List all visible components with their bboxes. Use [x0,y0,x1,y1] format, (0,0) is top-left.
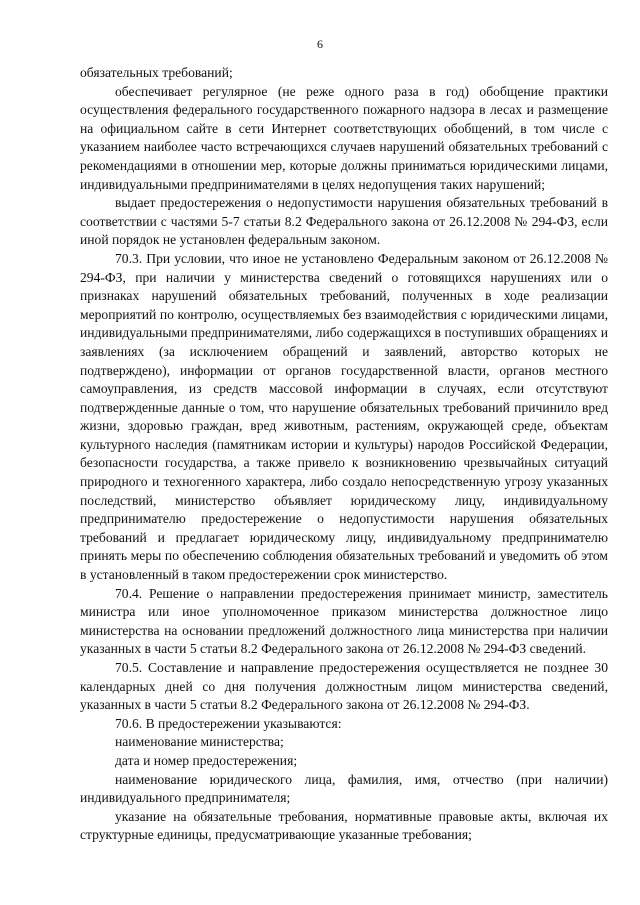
paragraph-warnings-issuance: выдает предостережения о недопустимости нарушения обязательных требований в соответствии с частями 5-7 статьи 8.2 Федерального закона от 26.12.2008 № 294-ФЗ, если иной порядок не установлен федеральным законом. [80,195,608,248]
paragraph-70-6: 70.6. В предостережении указываются: [115,715,342,731]
paragraph-practice-generalization: обеспечивает регулярное (не реже одного раза в год) обобщение практики осуществления федерального государственного пожарного надзора в лесах и размещение на официальном сайте в сети Интернет соответствующих обобщений, в том числе с указанием наиболее часто встречающихся случаев нарушений обязательных требований с рекомендациями в отношении мер, которые должны приниматься юридическими лицами, индивидуальными предпринимателями в целях недопущения таких нарушений; [80,83,608,192]
document-body [80,64,608,845]
paragraph-continuation: обязательных требований; [80,65,233,80]
list-item-mandatory-requirements: указание на обязательные требования, нормативные правовые акты, включая их структурные единицы, предусматривающие указанные требования; [80,808,608,843]
list-item-date-number: дата и номер предостережения; [115,752,298,768]
paragraph-70-5: 70.5. Составление и направление предостережения осуществляется не позднее 30 календарных дней со дня получения должностным лицом министерства сведений, указанных в части 5 статьи 8.2 Федерального закона от 26.12.2008 № 294-ФЗ. [80,660,608,713]
paragraph-70-4: 70.4. Решение о направлении предостережения принимает министр, заместитель министра или иное уполномоченное приказом министерства должностное лицо министерства на основании предложений должностного лица министерства при наличии указанных в части 5 статьи 8.2 Федерального закона от 26.12.2008 № 294-ФЗ сведений. [80,585,608,657]
paragraph-70-3: 70.3. При условии, что иное не установлено Федеральным законом от 26.12.2008 № 294-ФЗ, при наличии у министерства сведений о готовящихся нарушениях или о признаках нарушений обязательных требований, полученных в ходе реализации мероприятий по контролю, осуществляемых без взаимодействия с юридическими лицами, индивидуальными предпринимателями, либо содержащихся в поступивших обращениях и заявлениях (за исключением обращений и заявлений, авторство которых не подтверждено), информации от органов государственной власти, органов местного самоуправления, из средств массовой информации в случаях, если отсутствуют подтвержденные данные о том, что нарушение обязательных требований причинило вред жизни, здоровью граждан, вред животным, растениям, окружающей среде, объектам культурного наследия (памятникам истории и культуры) народов Российской Федерации, безопасности государства, а также привело к возникновению чрезвычайных ситуаций природного и техногенного характера, либо создало непосредственную угрозу указанных последствий, министерство объявляет юридическому лицу, индивидуальному предпринимателю предостережение о недопустимости нарушения обязательных требований и предлагает юридическому лицу, индивидуальному предпринимателю принять меры по обеспечению соблюдения обязательных требований и уведомить об этом в установленный в таком предостережении срок министерство. [80,250,608,583]
list-item-legal-entity-name: наименование юридического лица, фамилия, имя, отчество (при наличии) индивидуального предпринимателя; [80,771,608,806]
list-item-ministry-name: наименование министерства; [115,734,284,750]
page-number: 6 [317,37,323,51]
